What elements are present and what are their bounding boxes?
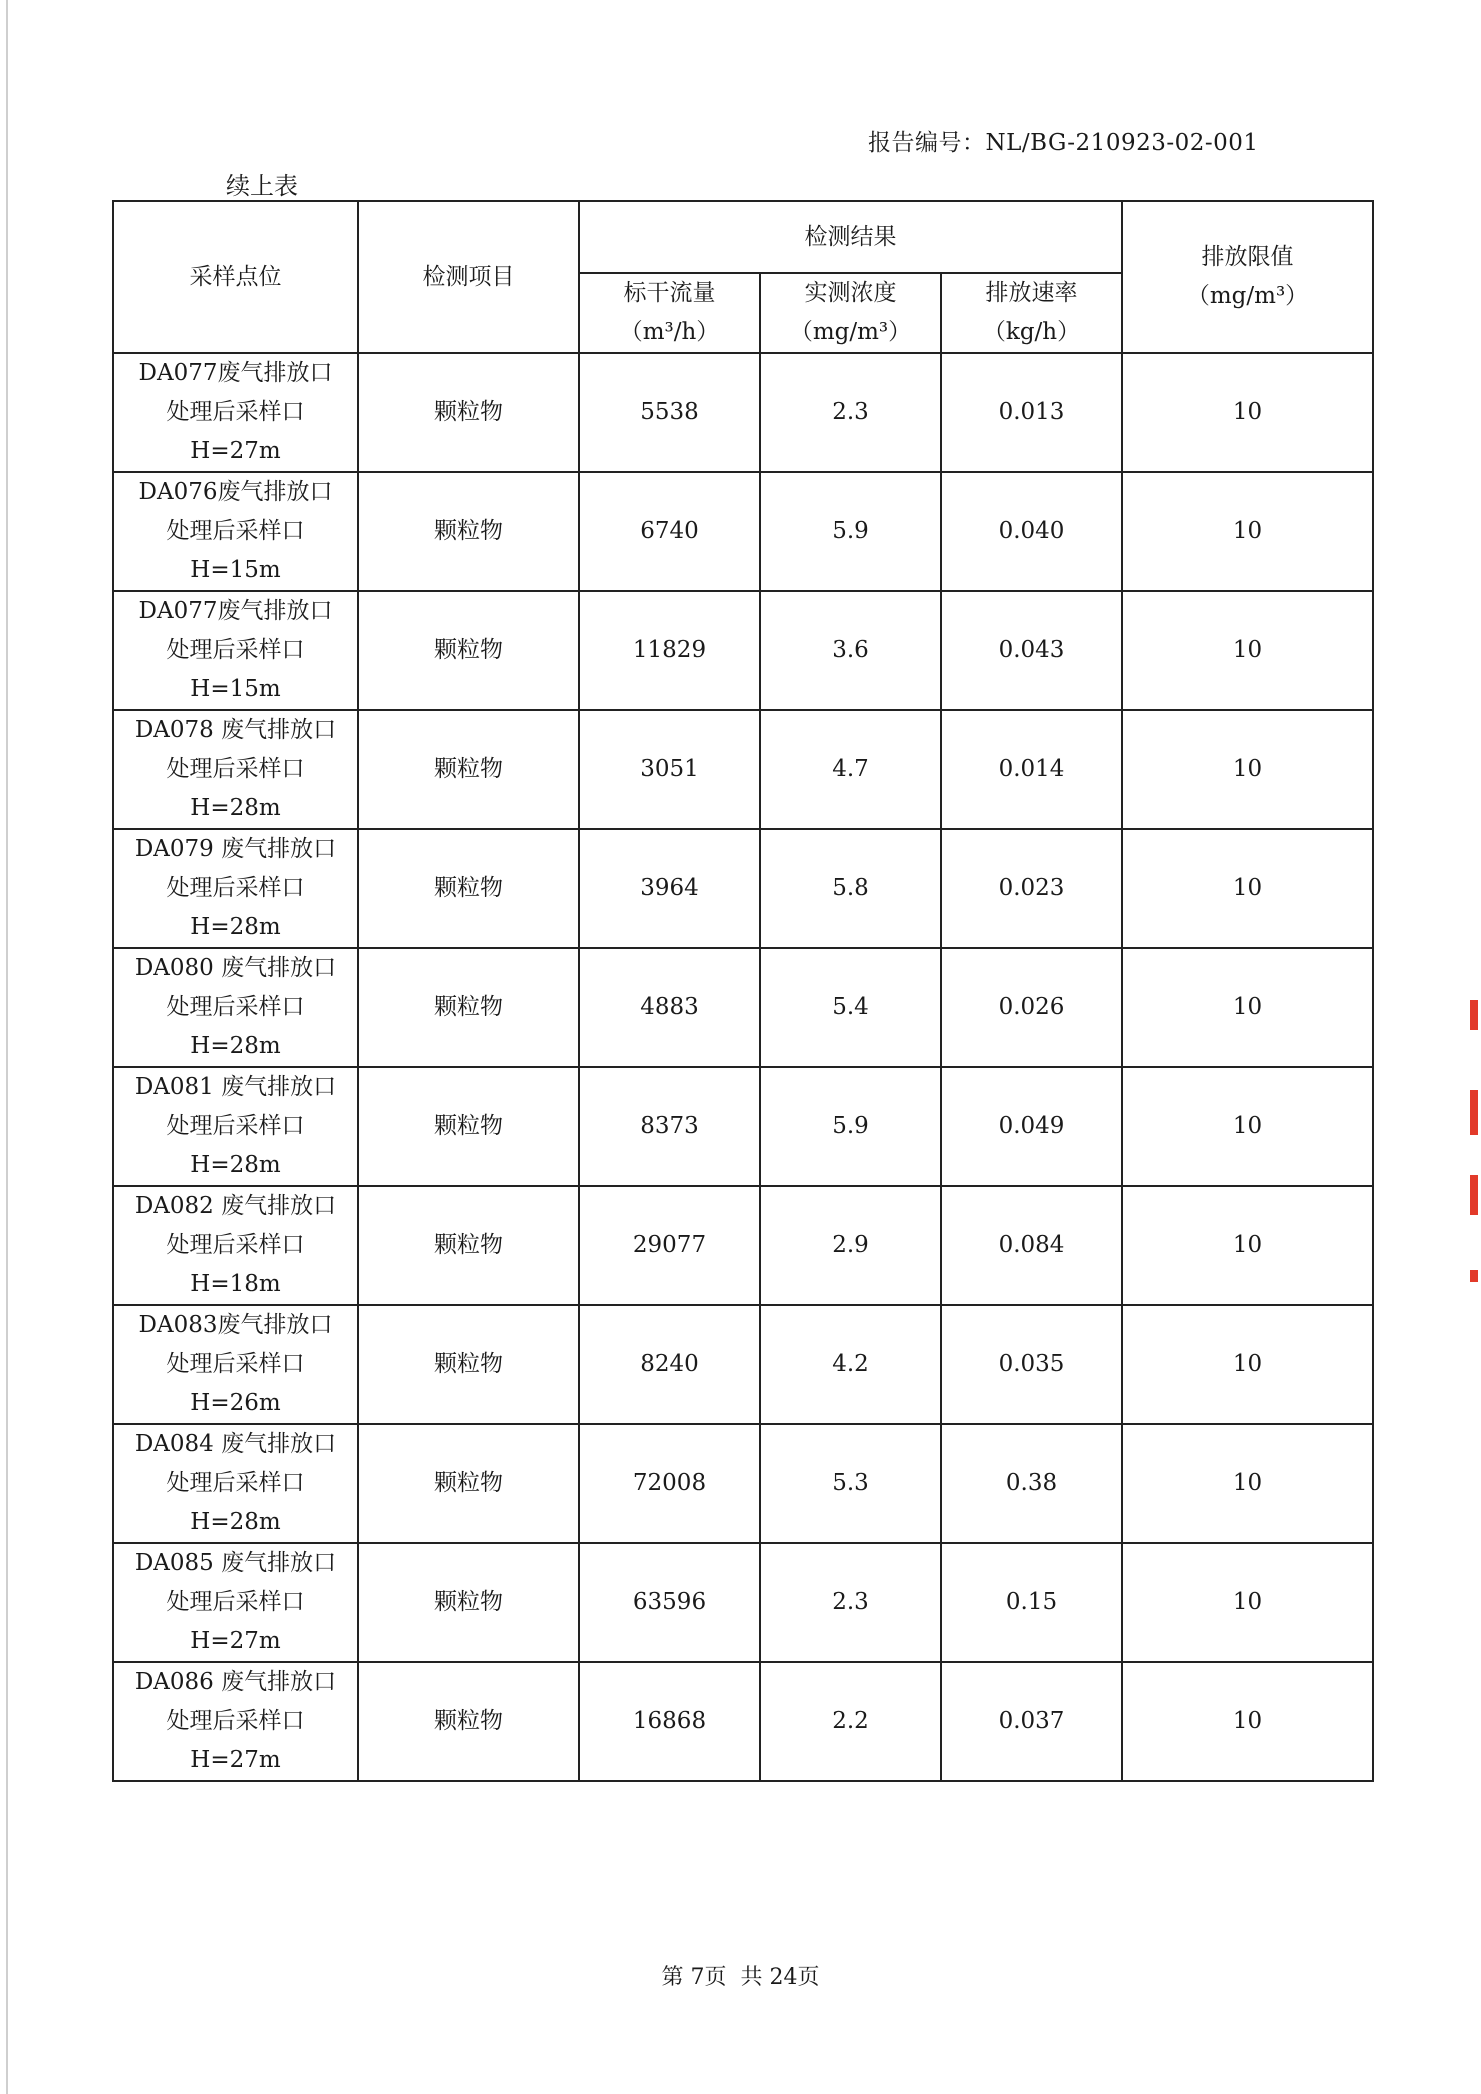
site-line-2: 处理后采样口 <box>166 1589 305 1615</box>
report-number: 报告编号：NL/BG-210923-02-001 <box>868 130 1259 156</box>
conc-cell: 2.2 <box>760 1662 941 1781</box>
site-line-2: 处理后采样口 <box>166 518 305 544</box>
site-line-3: H=28m <box>190 1033 281 1059</box>
item-cell: 颗粒物 <box>358 1424 579 1543</box>
header-limit-label: 排放限值 <box>1201 244 1294 270</box>
limit-cell: 10 <box>1122 710 1373 829</box>
header-rate <box>941 273 1122 353</box>
flow-cell: 4883 <box>579 948 760 1067</box>
site-line-3: H=26m <box>190 1390 281 1416</box>
limit-cell: 10 <box>1122 1543 1373 1662</box>
site-line-1: DA086 废气排放口 <box>134 1669 337 1695</box>
rate-cell: 0.15 <box>941 1543 1122 1662</box>
limit-cell: 10 <box>1122 829 1373 948</box>
conc-cell: 2.9 <box>760 1186 941 1305</box>
limit-cell: 10 <box>1122 1662 1373 1781</box>
site-cell <box>113 1543 358 1662</box>
flow-cell: 72008 <box>579 1424 760 1543</box>
site-cell <box>113 710 358 829</box>
rate-cell: 0.040 <box>941 472 1122 591</box>
item-cell: 颗粒物 <box>358 710 579 829</box>
header-item: 检测项目 <box>358 201 579 353</box>
site-cell <box>113 472 358 591</box>
rate-cell: 0.049 <box>941 1067 1122 1186</box>
site-line-3: H=28m <box>190 1509 281 1535</box>
conc-cell: 4.2 <box>760 1305 941 1424</box>
flow-cell: 63596 <box>579 1543 760 1662</box>
table-row <box>113 710 1373 829</box>
header-flow <box>579 273 760 353</box>
site-line-2: 处理后采样口 <box>166 875 305 901</box>
limit-cell: 10 <box>1122 948 1373 1067</box>
header-flow-unit: （m³/h） <box>619 319 720 345</box>
item-cell: 颗粒物 <box>358 829 579 948</box>
site-line-2: 处理后采样口 <box>166 1113 305 1139</box>
scan-edge-line <box>6 0 8 2094</box>
item-cell: 颗粒物 <box>358 1305 579 1424</box>
site-cell <box>113 829 358 948</box>
site-line-3: H=28m <box>190 1152 281 1178</box>
limit-cell: 10 <box>1122 591 1373 710</box>
item-cell: 颗粒物 <box>358 591 579 710</box>
site-cell <box>113 1424 358 1543</box>
site-line-1: DA085 废气排放口 <box>134 1550 337 1576</box>
site-line-1: DA083废气排放口 <box>138 1312 333 1338</box>
site-line-3: H=27m <box>190 1628 281 1654</box>
flow-cell: 3051 <box>579 710 760 829</box>
site-cell <box>113 1186 358 1305</box>
flow-cell: 29077 <box>579 1186 760 1305</box>
conc-cell: 5.8 <box>760 829 941 948</box>
rate-cell: 0.043 <box>941 591 1122 710</box>
site-cell <box>113 1067 358 1186</box>
site-line-1: DA084 废气排放口 <box>134 1431 337 1457</box>
conc-cell: 2.3 <box>760 353 941 472</box>
site-line-2: 处理后采样口 <box>166 399 305 425</box>
rate-cell: 0.026 <box>941 948 1122 1067</box>
table-row <box>113 1186 1373 1305</box>
rate-cell: 0.037 <box>941 1662 1122 1781</box>
rate-cell: 0.084 <box>941 1186 1122 1305</box>
site-line-2: 处理后采样口 <box>166 1351 305 1377</box>
site-line-1: DA077废气排放口 <box>138 360 333 386</box>
table-row <box>113 591 1373 710</box>
site-line-2: 处理后采样口 <box>166 637 305 663</box>
header-rate-label: 排放速率 <box>985 280 1078 306</box>
item-cell: 颗粒物 <box>358 1067 579 1186</box>
site-line-1: DA078 废气排放口 <box>134 717 337 743</box>
continued-label: 续上表 <box>226 172 298 200</box>
table-row <box>113 948 1373 1067</box>
site-line-1: DA076废气排放口 <box>138 479 333 505</box>
table-row <box>113 1543 1373 1662</box>
header-conc-unit: （mg/m³） <box>789 319 912 345</box>
item-cell: 颗粒物 <box>358 1662 579 1781</box>
rate-cell: 0.023 <box>941 829 1122 948</box>
table-row <box>113 1067 1373 1186</box>
header-site: 采样点位 <box>113 201 358 353</box>
item-cell: 颗粒物 <box>358 948 579 1067</box>
site-line-1: DA080 废气排放口 <box>134 955 337 981</box>
site-line-1: DA081 废气排放口 <box>134 1074 337 1100</box>
site-line-2: 处理后采样口 <box>166 1708 305 1734</box>
header-conc-label: 实测浓度 <box>804 280 897 306</box>
conc-cell: 5.9 <box>760 1067 941 1186</box>
header-concentration <box>760 273 941 353</box>
table-row <box>113 472 1373 591</box>
conc-cell: 5.3 <box>760 1424 941 1543</box>
flow-cell: 8240 <box>579 1305 760 1424</box>
site-line-1: DA079 废气排放口 <box>134 836 337 862</box>
rate-cell: 0.013 <box>941 353 1122 472</box>
site-cell <box>113 1305 358 1424</box>
limit-cell: 10 <box>1122 353 1373 472</box>
item-cell: 颗粒物 <box>358 1186 579 1305</box>
rate-cell: 0.38 <box>941 1424 1122 1543</box>
header-rate-unit: （kg/h） <box>982 319 1081 345</box>
site-line-1: DA082 废气排放口 <box>134 1193 337 1219</box>
site-cell <box>113 1662 358 1781</box>
conc-cell: 5.9 <box>760 472 941 591</box>
flow-cell: 8373 <box>579 1067 760 1186</box>
emission-results-table <box>112 200 1374 1782</box>
flow-cell: 11829 <box>579 591 760 710</box>
table-row <box>113 1662 1373 1781</box>
conc-cell: 2.3 <box>760 1543 941 1662</box>
conc-cell: 5.4 <box>760 948 941 1067</box>
rate-cell: 0.014 <box>941 710 1122 829</box>
site-cell <box>113 948 358 1067</box>
limit-cell: 10 <box>1122 1186 1373 1305</box>
header-limit <box>1122 201 1373 353</box>
site-line-2: 处理后采样口 <box>166 1470 305 1496</box>
item-cell: 颗粒物 <box>358 353 579 472</box>
header-limit-unit: （mg/m³） <box>1186 283 1309 309</box>
header-flow-label: 标干流量 <box>623 280 716 306</box>
table-row <box>113 829 1373 948</box>
page-footer: 第 7页 共 24页 <box>661 1965 820 1990</box>
site-line-2: 处理后采样口 <box>166 756 305 782</box>
site-line-2: 处理后采样口 <box>166 1232 305 1258</box>
table-row <box>113 1424 1373 1543</box>
flow-cell: 6740 <box>579 472 760 591</box>
site-line-3: H=15m <box>190 557 281 583</box>
site-line-3: H=15m <box>190 676 281 702</box>
site-line-3: H=28m <box>190 914 281 940</box>
site-cell <box>113 591 358 710</box>
red-seal-fragment <box>1466 1000 1481 1300</box>
flow-cell: 16868 <box>579 1662 760 1781</box>
limit-cell: 10 <box>1122 1305 1373 1424</box>
site-line-3: H=27m <box>190 438 281 464</box>
site-cell <box>113 353 358 472</box>
rate-cell: 0.035 <box>941 1305 1122 1424</box>
site-line-3: H=27m <box>190 1747 281 1773</box>
header-results-group: 检测结果 <box>579 201 1122 273</box>
item-cell: 颗粒物 <box>358 472 579 591</box>
item-cell: 颗粒物 <box>358 1543 579 1662</box>
flow-cell: 5538 <box>579 353 760 472</box>
site-line-3: H=28m <box>190 795 281 821</box>
limit-cell: 10 <box>1122 1424 1373 1543</box>
site-line-2: 处理后采样口 <box>166 994 305 1020</box>
limit-cell: 10 <box>1122 1067 1373 1186</box>
table-row <box>113 353 1373 472</box>
limit-cell: 10 <box>1122 472 1373 591</box>
site-line-1: DA077废气排放口 <box>138 598 333 624</box>
conc-cell: 3.6 <box>760 591 941 710</box>
site-line-3: H=18m <box>190 1271 281 1297</box>
conc-cell: 4.7 <box>760 710 941 829</box>
table-row <box>113 1305 1373 1424</box>
flow-cell: 3964 <box>579 829 760 948</box>
